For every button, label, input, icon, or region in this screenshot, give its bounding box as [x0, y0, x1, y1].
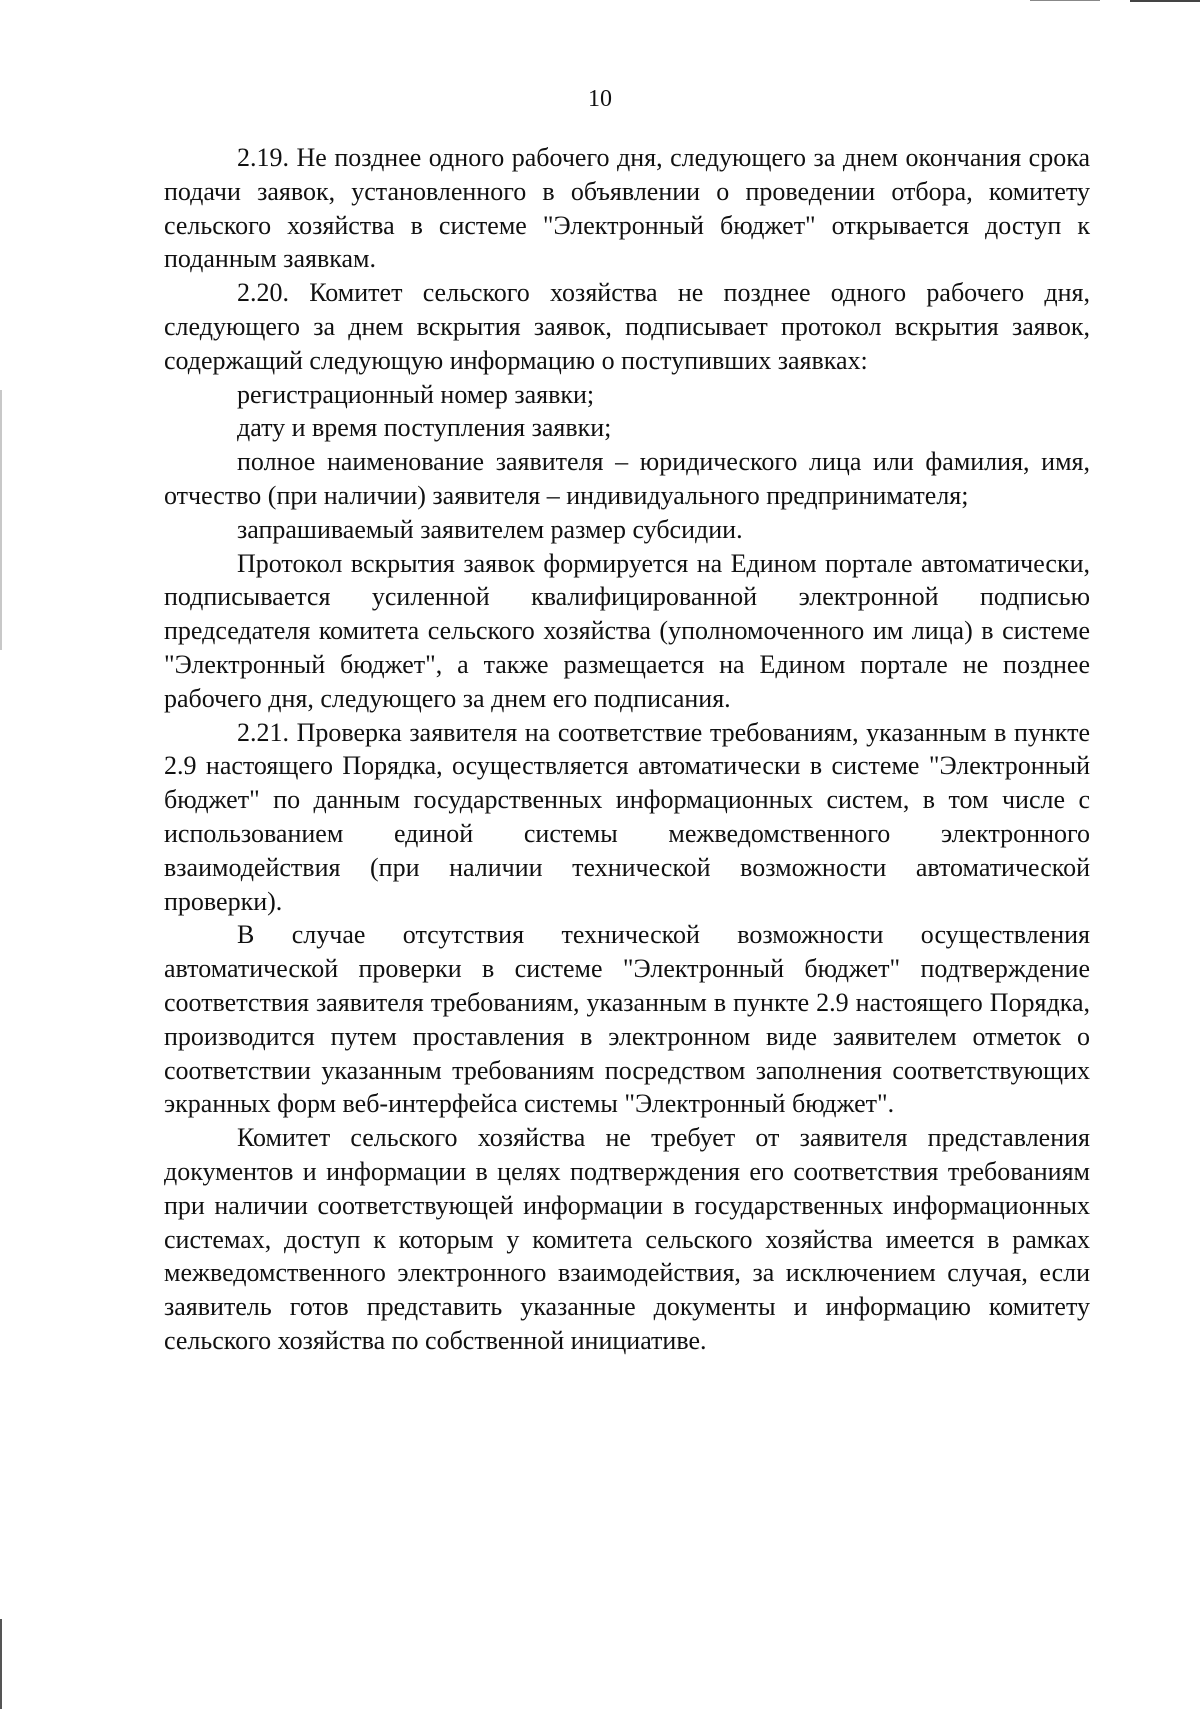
- scan-artifact: [0, 1619, 2, 1709]
- paragraph-2-21: 2.21. Проверка заявителя на соответствие требованиям, указанным в пункте 2.9 настоящего Порядка, осуществляется автоматически в системе "Электронный бюджет" по данным государственных информационных систем, в том числе с использованием единой системы межведомственного электронного взаимодействия (при наличии технической возможности автоматической проверки).: [164, 717, 1090, 916]
- scan-artifact: [0, 390, 2, 650]
- paragraph-no-technical-possibility: В случае отсутствия технической возможности осуществления автоматической проверки в системе "Электронный бюджет" подтверждение соответствия заявителя требованиям, указанным в пункте 2.9 настоящего Порядка, производится путем проставления в электронном виде заявителем отметок о соответствии указанным требованиям посредством заполнения соответствующих экранных форм веб-интерфейса системы "Электронный бюджет".: [164, 920, 1090, 1119]
- scan-artifact: [1030, 0, 1100, 1]
- scan-artifact: [1130, 0, 1200, 2]
- list-item-subsidy-amount: запрашиваемый заявителем размер субсидии.: [237, 514, 743, 544]
- list-item-applicant-name: полное наименование заявителя – юридического лица или фамилия, имя, отчество (при наличии) заявителя – индивидуального предпринимателя;: [164, 447, 1090, 510]
- paragraph-committee-does-not-require: Комитет сельского хозяйства не требует от заявителя представления документов и информации в целях подтверждения его соответствия требованиям при наличии соответствующей информации в государственных информационных системах, доступ к которым у комитета сельского хозяйства имеется в рамках межведомственного электронного взаимодействия, за исключением случая, если заявитель готов представить указанные документы и информацию комитету сельского хозяйства по собственной инициативе.: [164, 1123, 1090, 1355]
- list-item-registration-number: регистрационный номер заявки;: [237, 379, 595, 409]
- paragraph-2-20: 2.20. Комитет сельского хозяйства не позднее одного рабочего дня, следующего за днем вскрытия заявок, подписывает протокол вскрытия заявок, содержащий следующую информацию о поступивших заявках:: [164, 278, 1090, 375]
- page-number: 10: [588, 86, 612, 112]
- document-body: [164, 141, 1090, 1358]
- paragraph-protocol: Протокол вскрытия заявок формируется на Едином портале автоматически, подписывается усиленной квалифицированной электронной подписью председателя комитета сельского хозяйства (уполномоченного им лица) в системе "Электронный бюджет", а также размещается на Едином портале не позднее рабочего дня, следующего за днем его подписания.: [164, 548, 1090, 713]
- paragraph-2-19: 2.19. Не позднее одного рабочего дня, следующего за днем окончания срока подачи заявок, установленного в объявлении о проведении отбора, комитету сельского хозяйства в системе "Электронный бюджет" открывается доступ к поданным заявкам.: [164, 143, 1090, 274]
- list-item-date-time: дату и время поступления заявки;: [237, 413, 612, 443]
